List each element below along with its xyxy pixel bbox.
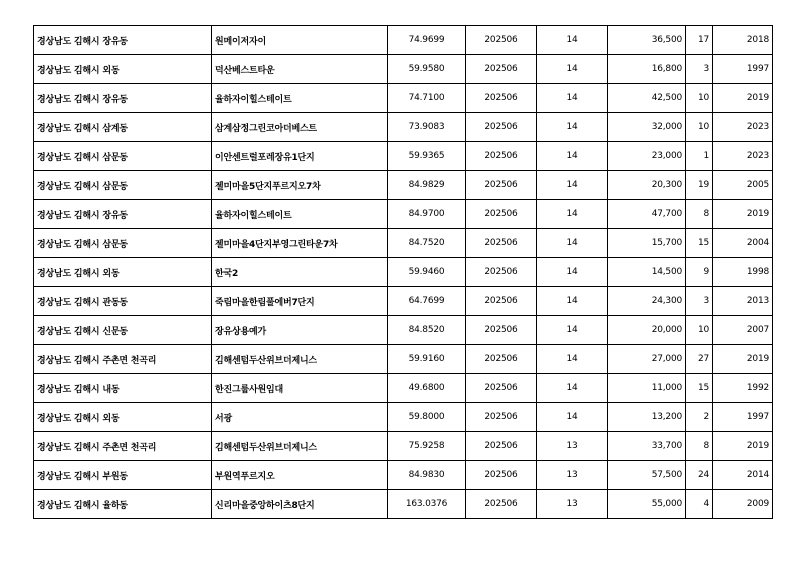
floor-cell: 10 <box>686 316 713 345</box>
contract-month-cell: 202506 <box>466 287 537 316</box>
floor-cell: 8 <box>686 200 713 229</box>
floor-cell: 27 <box>686 345 713 374</box>
price-cell: 57,500 <box>608 461 686 490</box>
price-cell: 23,000 <box>608 142 686 171</box>
region-cell: 경상남도 김해시 삼문동 <box>34 229 212 258</box>
build-year-cell: 1997 <box>713 403 773 432</box>
region-cell: 경상남도 김해시 주촌면 천곡리 <box>34 345 212 374</box>
contract-month-cell: 202506 <box>466 432 537 461</box>
area-cell: 59.9460 <box>388 258 466 287</box>
area-cell: 59.9160 <box>388 345 466 374</box>
region-cell: 경상남도 김해시 장유동 <box>34 200 212 229</box>
build-year-cell: 2019 <box>713 345 773 374</box>
region-cell: 경상남도 김해시 외동 <box>34 403 212 432</box>
price-cell: 36,500 <box>608 26 686 55</box>
build-year-cell: 2004 <box>713 229 773 258</box>
table-row <box>34 55 773 84</box>
floor-cell: 10 <box>686 113 713 142</box>
table-row <box>34 26 773 55</box>
complex-name-cell: 덕산베스트타운 <box>212 55 388 84</box>
contract-day-cell: 14 <box>537 26 608 55</box>
floor-cell: 17 <box>686 26 713 55</box>
area-cell: 74.9699 <box>388 26 466 55</box>
contract-month-cell: 202506 <box>466 171 537 200</box>
table-row <box>34 287 773 316</box>
complex-name-cell: 젤미마을4단지부영그린타운7차 <box>212 229 388 258</box>
area-cell: 59.8000 <box>388 403 466 432</box>
build-year-cell: 2018 <box>713 26 773 55</box>
area-cell: 73.9083 <box>388 113 466 142</box>
contract-day-cell: 14 <box>537 258 608 287</box>
area-cell: 163.0376 <box>388 490 466 519</box>
build-year-cell: 1992 <box>713 374 773 403</box>
area-cell: 59.9365 <box>388 142 466 171</box>
complex-name-cell: 죽림마을한림풀에버7단지 <box>212 287 388 316</box>
contract-day-cell: 14 <box>537 403 608 432</box>
contract-month-cell: 202506 <box>466 258 537 287</box>
region-cell: 경상남도 김해시 주촌면 천곡리 <box>34 432 212 461</box>
build-year-cell: 2019 <box>713 84 773 113</box>
table-row <box>34 258 773 287</box>
contract-month-cell: 202506 <box>466 490 537 519</box>
contract-month-cell: 202506 <box>466 316 537 345</box>
area-cell: 84.7520 <box>388 229 466 258</box>
complex-name-cell: 삼계삼정그린코아더베스트 <box>212 113 388 142</box>
contract-day-cell: 14 <box>537 84 608 113</box>
region-cell: 경상남도 김해시 관동동 <box>34 287 212 316</box>
area-cell: 84.8520 <box>388 316 466 345</box>
contract-month-cell: 202506 <box>466 55 537 84</box>
floor-cell: 19 <box>686 171 713 200</box>
price-cell: 16,800 <box>608 55 686 84</box>
contract-day-cell: 14 <box>537 200 608 229</box>
area-cell: 64.7699 <box>388 287 466 316</box>
area-cell: 84.9700 <box>388 200 466 229</box>
contract-day-cell: 14 <box>537 374 608 403</box>
price-cell: 15,700 <box>608 229 686 258</box>
floor-cell: 8 <box>686 432 713 461</box>
region-cell: 경상남도 김해시 장유동 <box>34 84 212 113</box>
region-cell: 경상남도 김해시 외동 <box>34 55 212 84</box>
price-cell: 24,300 <box>608 287 686 316</box>
complex-name-cell: 한진그룹사원임대 <box>212 374 388 403</box>
contract-month-cell: 202506 <box>466 461 537 490</box>
contract-day-cell: 13 <box>537 490 608 519</box>
region-cell: 경상남도 김해시 율하동 <box>34 490 212 519</box>
price-cell: 20,000 <box>608 316 686 345</box>
table-row <box>34 316 773 345</box>
contract-day-cell: 14 <box>537 345 608 374</box>
complex-name-cell: 젤미마을5단지푸르지오7차 <box>212 171 388 200</box>
price-cell: 55,000 <box>608 490 686 519</box>
floor-cell: 3 <box>686 287 713 316</box>
price-cell: 32,000 <box>608 113 686 142</box>
complex-name-cell: 이안센트럴포레장유1단지 <box>212 142 388 171</box>
contract-day-cell: 13 <box>537 432 608 461</box>
complex-name-cell: 부원역푸르지오 <box>212 461 388 490</box>
build-year-cell: 2023 <box>713 113 773 142</box>
contract-day-cell: 13 <box>537 461 608 490</box>
region-cell: 경상남도 김해시 신문동 <box>34 316 212 345</box>
contract-month-cell: 202506 <box>466 229 537 258</box>
price-cell: 11,000 <box>608 374 686 403</box>
table-row <box>34 345 773 374</box>
complex-name-cell: 한국2 <box>212 258 388 287</box>
price-cell: 47,700 <box>608 200 686 229</box>
build-year-cell: 2013 <box>713 287 773 316</box>
contract-day-cell: 14 <box>537 171 608 200</box>
contract-day-cell: 14 <box>537 142 608 171</box>
region-cell: 경상남도 김해시 삼문동 <box>34 142 212 171</box>
price-cell: 13,200 <box>608 403 686 432</box>
contract-day-cell: 14 <box>537 229 608 258</box>
complex-name-cell: 신리마을중앙하이츠8단지 <box>212 490 388 519</box>
table-row <box>34 374 773 403</box>
table-row <box>34 142 773 171</box>
build-year-cell: 2007 <box>713 316 773 345</box>
price-cell: 14,500 <box>608 258 686 287</box>
table-row <box>34 461 773 490</box>
region-cell: 경상남도 김해시 삼계동 <box>34 113 212 142</box>
floor-cell: 2 <box>686 403 713 432</box>
floor-cell: 15 <box>686 229 713 258</box>
table-row <box>34 171 773 200</box>
complex-name-cell: 김해센텀두산위브더제니스 <box>212 432 388 461</box>
region-cell: 경상남도 김해시 장유동 <box>34 26 212 55</box>
area-cell: 84.9829 <box>388 171 466 200</box>
build-year-cell: 2023 <box>713 142 773 171</box>
floor-cell: 10 <box>686 84 713 113</box>
price-cell: 27,000 <box>608 345 686 374</box>
area-cell: 49.6800 <box>388 374 466 403</box>
contract-month-cell: 202506 <box>466 113 537 142</box>
contract-day-cell: 14 <box>537 113 608 142</box>
table-row <box>34 200 773 229</box>
area-cell: 84.9830 <box>388 461 466 490</box>
price-cell: 33,700 <box>608 432 686 461</box>
contract-month-cell: 202506 <box>466 374 537 403</box>
contract-day-cell: 14 <box>537 316 608 345</box>
price-cell: 20,300 <box>608 171 686 200</box>
table-row <box>34 229 773 258</box>
contract-month-cell: 202506 <box>466 200 537 229</box>
floor-cell: 4 <box>686 490 713 519</box>
region-cell: 경상남도 김해시 외동 <box>34 258 212 287</box>
build-year-cell: 2005 <box>713 171 773 200</box>
table-row <box>34 490 773 519</box>
complex-name-cell: 장유상용예가 <box>212 316 388 345</box>
contract-month-cell: 202506 <box>466 403 537 432</box>
build-year-cell: 1997 <box>713 55 773 84</box>
area-cell: 75.9258 <box>388 432 466 461</box>
table-row <box>34 432 773 461</box>
table-body <box>34 26 773 519</box>
floor-cell: 3 <box>686 55 713 84</box>
area-cell: 74.7100 <box>388 84 466 113</box>
build-year-cell: 1998 <box>713 258 773 287</box>
build-year-cell: 2014 <box>713 461 773 490</box>
floor-cell: 15 <box>686 374 713 403</box>
complex-name-cell: 율하자이힐스테이트 <box>212 84 388 113</box>
floor-cell: 24 <box>686 461 713 490</box>
contract-month-cell: 202506 <box>466 84 537 113</box>
build-year-cell: 2019 <box>713 200 773 229</box>
table-row <box>34 113 773 142</box>
contract-day-cell: 14 <box>537 287 608 316</box>
complex-name-cell: 김해센텀두산위브더제니스 <box>212 345 388 374</box>
area-cell: 59.9580 <box>388 55 466 84</box>
contract-month-cell: 202506 <box>466 142 537 171</box>
contract-month-cell: 202506 <box>466 26 537 55</box>
complex-name-cell: 원메이저자이 <box>212 26 388 55</box>
build-year-cell: 2009 <box>713 490 773 519</box>
contract-month-cell: 202506 <box>466 345 537 374</box>
transaction-table <box>33 25 773 519</box>
build-year-cell: 2019 <box>713 432 773 461</box>
complex-name-cell: 서광 <box>212 403 388 432</box>
table-row <box>34 84 773 113</box>
table-row <box>34 403 773 432</box>
region-cell: 경상남도 김해시 삼문동 <box>34 171 212 200</box>
floor-cell: 1 <box>686 142 713 171</box>
region-cell: 경상남도 김해시 내동 <box>34 374 212 403</box>
contract-day-cell: 14 <box>537 55 608 84</box>
complex-name-cell: 율하자이힐스테이트 <box>212 200 388 229</box>
floor-cell: 9 <box>686 258 713 287</box>
price-cell: 42,500 <box>608 84 686 113</box>
region-cell: 경상남도 김해시 부원동 <box>34 461 212 490</box>
